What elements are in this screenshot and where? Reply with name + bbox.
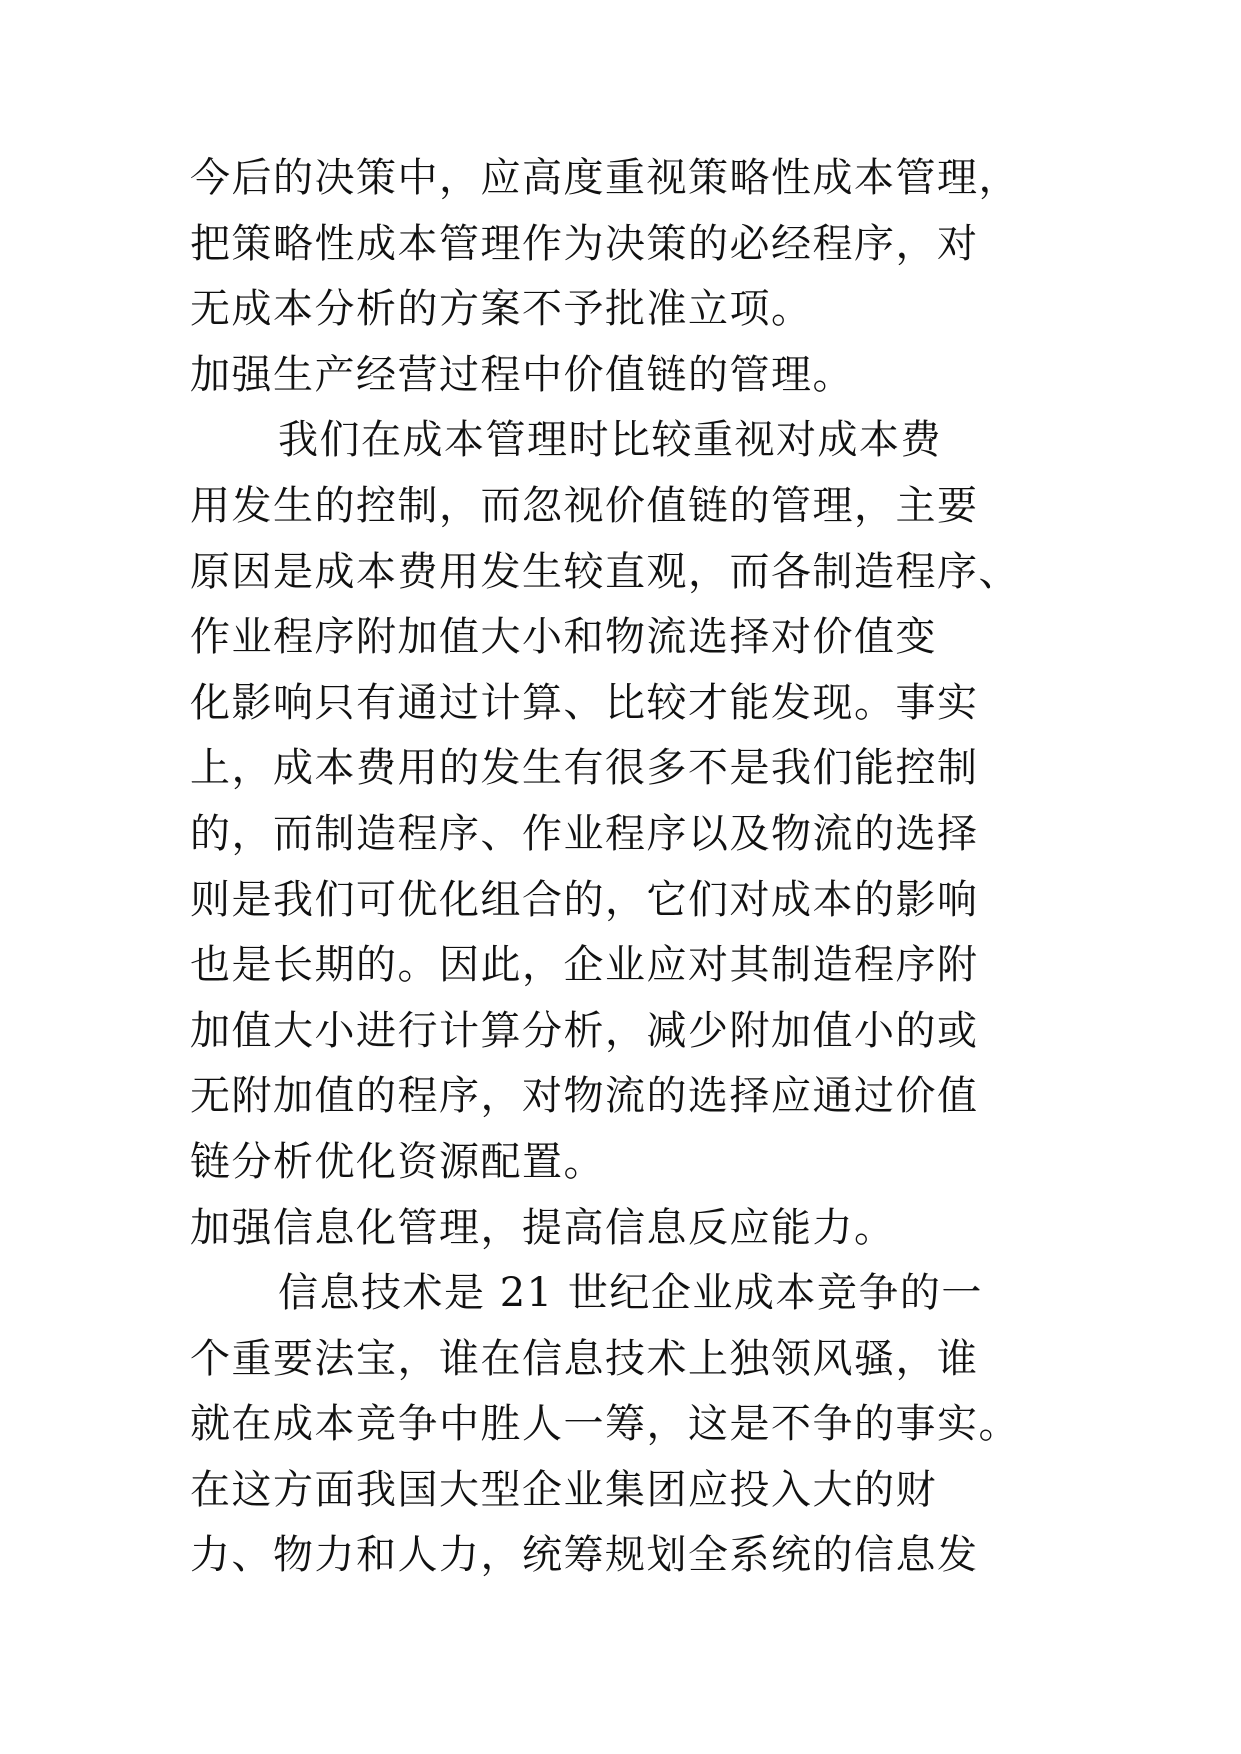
text-line: 就在成本竞争中胜人一筹，这是不争的事实。 (190, 1401, 1020, 1448)
text-line: 原因是成本费用发生较直观，而各制造程序、 (190, 548, 1020, 595)
text-line: 把策略性成本管理作为决策的必经程序，对 (190, 220, 979, 267)
section-heading: 加强信息化管理，提高信息反应能力。 (190, 1204, 896, 1251)
text-line: 在这方面我国大型企业集团应投入大的财 (190, 1466, 937, 1513)
text-line: 加值大小进行计算分析，减少附加值小的或 (190, 1007, 979, 1054)
paragraph-first-line: 我们在成本管理时比较重视对成本费 (278, 417, 942, 464)
text-line: 无附加值的程序，对物流的选择应通过价值 (190, 1073, 979, 1120)
text-line: 个重要法宝，谁在信息技术上独领风骚，谁 (190, 1335, 979, 1382)
text-line: 力、物力和人力，统筹规划全系统的信息发 (190, 1532, 979, 1579)
text-line: 链分析优化资源配置。 (190, 1138, 605, 1185)
section-heading: 加强生产经营过程中价值链的管理。 (190, 351, 854, 398)
text-line: 无成本分析的方案不予批准立项。 (190, 286, 813, 333)
text-line: 化影响只有通过计算、比较才能发现。事实 (190, 679, 979, 726)
text-line: 用发生的控制，而忽视价值链的管理，主要 (190, 482, 979, 529)
paragraph-first-line: 信息技术是 21 世纪企业成本竞争的一 (278, 1270, 983, 1317)
text-line: 作业程序附加值大小和物流选择对价值变 (190, 614, 937, 661)
text-line: 的，而制造程序、作业程序以及物流的选择 (190, 810, 979, 857)
text-line: 也是长期的。因此，企业应对其制造程序附 (190, 942, 979, 989)
text-line: 上，成本费用的发生有很多不是我们能控制 (190, 745, 979, 792)
text-line: 今后的决策中，应高度重视策略性成本管理， (190, 155, 1020, 201)
text-line: 则是我们可优化组合的，它们对成本的影响 (190, 876, 979, 923)
body-text (190, 146, 1130, 1589)
